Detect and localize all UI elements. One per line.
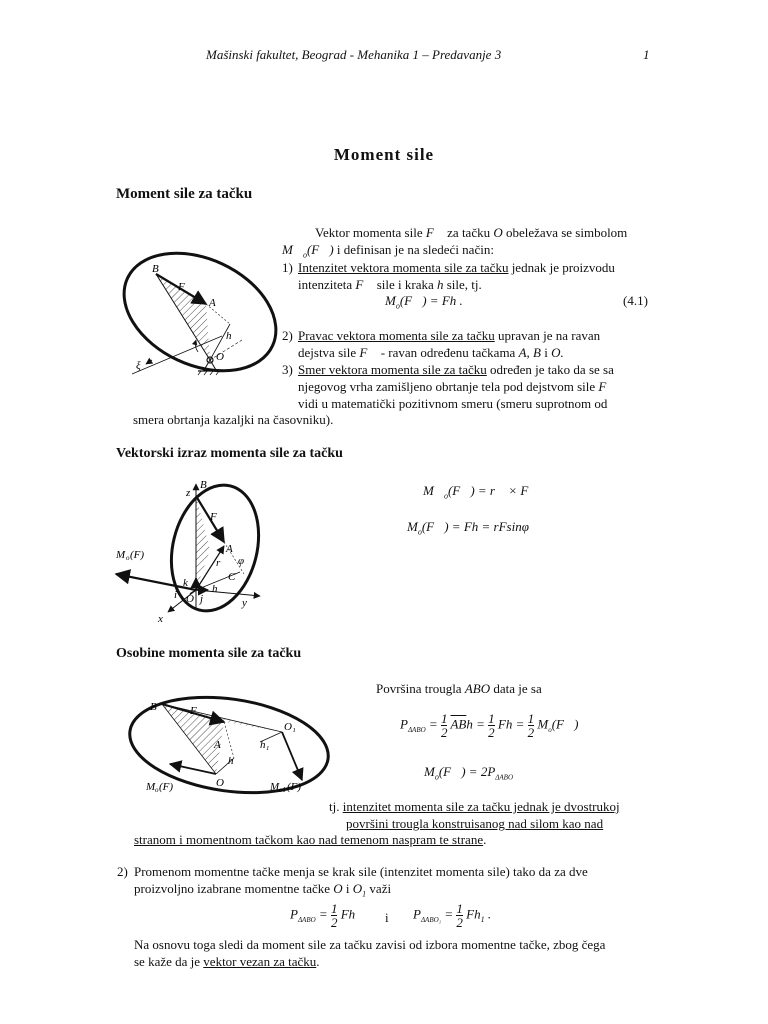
svg-text:ξ: ξ	[136, 360, 141, 372]
svg-text:(F): (F)	[130, 549, 145, 561]
running-header: Mašinski fakultet, Beograd - Mehanika 1 – Predavanje 3	[206, 47, 502, 62]
intro-line-1: Vektor momenta sile F⃗ za tačku O obeležava se simbolom	[315, 225, 628, 240]
figure-triangle-area	[126, 690, 332, 800]
svg-text:A: A	[209, 297, 216, 309]
item-3-number: 3)	[282, 362, 293, 377]
area-formula-O1: $P_{\Delta ABO_1}$ = $\frac{1}{2}$ $Fh_1$ .	[413, 901, 492, 930]
y-axis	[196, 590, 260, 596]
svg-text:φ: φ	[238, 555, 245, 567]
svg-text:C: C	[228, 571, 236, 583]
svg-text:o: o	[126, 554, 130, 562]
svg-text:o1: o1	[279, 786, 286, 794]
equation-4-1: $M_o(F⃗) = Fh$ .	[385, 293, 463, 311]
svg-text:(F): (F)	[287, 781, 302, 793]
page-number: 1	[643, 47, 650, 62]
svg-text:M: M	[270, 781, 280, 793]
svg-text:h₁: h₁	[260, 739, 270, 751]
area-sentence: Površina trougla ABO data je sa	[376, 681, 542, 696]
item-2-number: 2)	[282, 328, 293, 343]
svg-text:B: B	[152, 263, 159, 275]
svg-text:y: y	[242, 597, 247, 609]
svg-text:h: h	[212, 583, 218, 595]
svg-text:M: M	[116, 549, 126, 561]
equation-number: (4.1)	[623, 293, 648, 308]
property-1-line-3: stranom i momentnom tačkom kao nad temenom naspram te strane.	[134, 832, 487, 847]
scalar-moment-formula: $M_o(F⃗) = Fh = rFsin\varphi$	[407, 519, 529, 537]
svg-text:B: B	[150, 701, 157, 713]
svg-text:O: O	[216, 351, 224, 363]
section-heading-moment-tacka: Moment sile za tačku	[116, 186, 253, 202]
property-2-line-1: Promenom momentne tačke menja se krak sile (intenzitet momenta sile) tako da za dve	[134, 864, 588, 879]
svg-text:O: O	[216, 777, 224, 789]
svg-text:A: A	[226, 543, 233, 555]
figure-vector-moment	[112, 474, 272, 626]
item-3-line-3: vidi u matematički pozitivnom smeru (smeru suprotnom od	[298, 396, 608, 411]
svg-text:A: A	[214, 739, 221, 751]
item-2-line-1: Pravac vektora momenta sile za tačku upravan je na ravan	[298, 328, 601, 343]
moment-O1	[282, 732, 302, 780]
area-formula: $P_{\Delta ABO}$ = $\frac{1}{2}$ $\overline{AB}h$ = $\frac{1}{2}$ Fh = $\frac{1}{2}$ $M_o(F⃗)$	[400, 711, 579, 740]
svg-text:O: O	[186, 593, 194, 605]
svg-text:(F): (F)	[159, 781, 174, 793]
svg-text:x: x	[158, 613, 163, 625]
svg-text:o: o	[155, 786, 159, 794]
property-2-line-4: se kaže da je vektor vezan za tačku.	[134, 954, 320, 969]
property-2-line-3: Na osnovu toga sledi da moment sile za tačku zavisi od izbora momentne tačke, zbog čega	[134, 937, 606, 952]
svg-text:i: i	[174, 589, 178, 601]
vector-moment-formula: $M⃗_o(F⃗)$ = r⃗ × F⃗	[423, 483, 539, 501]
item-3-line-4: smera obrtanja kazaljki na časovniku).	[133, 412, 334, 427]
page-title: Moment sile	[333, 145, 435, 164]
item-1-number: 1)	[282, 260, 293, 275]
svg-text:h: h	[226, 330, 232, 342]
intro-line-2: $M⃗_o(F⃗)$ i definisan je na sledeći način:	[282, 242, 494, 260]
svg-text:B: B	[200, 479, 207, 491]
item-3-line-2: njegovog vrha zamišljeno obrtanje tela pod dejstvom sile F⃗	[298, 379, 617, 394]
svg-text:k: k	[183, 577, 188, 589]
item-1-line-1: Intenzitet vektora momenta sile za tačku jednak je proizvodu	[298, 260, 615, 275]
property-1-line-1: tj. intenzitet momenta sile za tačku jednak je dvostrukoj	[329, 799, 620, 814]
property-2-number: 2)	[117, 864, 128, 879]
section-heading-osobine: Osobine momenta sile za tačku	[116, 646, 302, 661]
svg-text:h: h	[228, 755, 234, 767]
property-2-line-2: proizvoljno izabrane momentne tačke O i $O_1$ važi	[134, 881, 392, 899]
svg-text:F: F	[190, 705, 197, 717]
item-1-line-2: intenziteta F⃗ sile i kraka h sile, tj.	[298, 277, 482, 292]
figure-moment-force-body	[112, 244, 282, 384]
formula-conjunction: i	[385, 910, 389, 925]
svg-text:j: j	[200, 593, 204, 605]
section-heading-vektorski-izraz: Vektorski izraz momenta sile za tačku	[116, 446, 343, 461]
svg-text:F: F	[210, 511, 217, 523]
svg-text:r: r	[216, 557, 221, 569]
svg-text:O₁: O₁	[284, 721, 296, 733]
area-formula-O: $P_{\Delta ABO}$ = $\frac{1}{2}$ Fh	[290, 901, 356, 930]
property-1-line-2: površini trougla konstruisanog nad silom kao nad	[346, 816, 604, 831]
item-3-line-1: Smer vektora momenta sile za tačku određen je tako da se sa	[298, 362, 614, 377]
body-outline-3	[126, 690, 332, 800]
double-area-formula: $M_o(F⃗) = 2P_{\Delta ABO}$	[424, 764, 513, 782]
svg-text:M: M	[146, 781, 156, 793]
svg-text:z: z	[186, 487, 191, 499]
item-2-line-2: dejstva sile F⃗ - ravan određenu tačkama A, B i O.	[298, 345, 564, 360]
svg-text:F: F	[178, 281, 185, 293]
